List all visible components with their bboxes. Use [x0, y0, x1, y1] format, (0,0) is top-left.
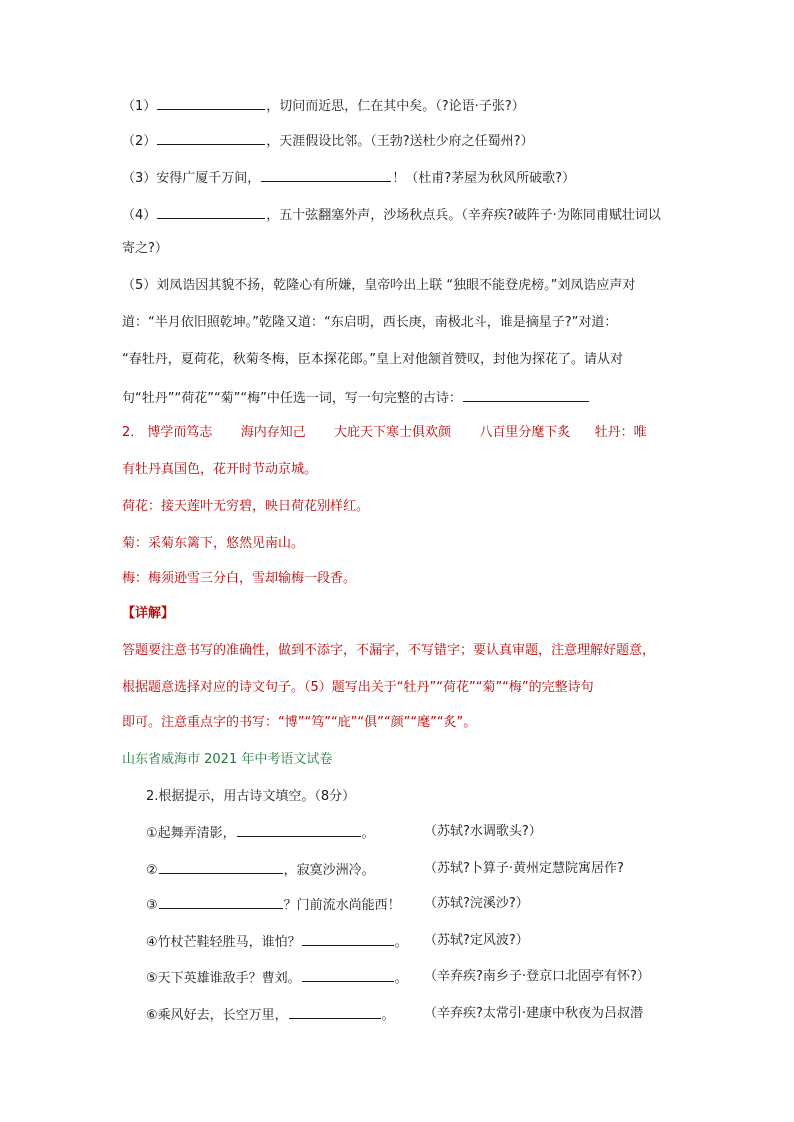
q1-item-3: [122, 168, 575, 188]
q2-item-4-source: （苏轼?定风波?）: [424, 933, 529, 948]
q2-item-3: [146, 895, 401, 915]
answer-text: 博学而笃志: [147, 425, 213, 440]
detail-line: 答题要注意书写的准确性，做到不添字，不漏字，不写错字；要认真审题，注意理解好题意，: [122, 643, 656, 658]
item-text: （3）安得广厦千万间，: [122, 171, 261, 186]
item-text: ，寂寞沙洲冷。: [283, 863, 375, 878]
q2-item-2-source: （苏轼?卜算子·黄州定慧院寓居作?: [424, 861, 624, 876]
answer-blank: [157, 205, 265, 219]
q1-item-2: [122, 131, 534, 151]
item-text: 。: [381, 1008, 395, 1023]
answer-blank: [157, 131, 265, 145]
item-number: （4）: [122, 208, 157, 223]
item-text: ②: [146, 863, 158, 878]
q1-item-4-cont: 寄之?）: [122, 241, 168, 256]
q2-item-3-source: （苏轼?浣溪沙?）: [424, 896, 529, 911]
q1-item-4: [122, 205, 661, 225]
q2-item-5: [146, 968, 408, 988]
detail-heading: 【详解】: [122, 606, 175, 621]
item-text: 。: [394, 935, 408, 950]
q1-item-5-line: “春牡丹，夏荷花，秋菊冬梅，臣本探花郎。”皇上对他颔首赞叹，封他为探花了。请从对: [122, 352, 623, 367]
answer-text: 海内存知己: [240, 425, 306, 440]
answer-blank: [237, 823, 361, 837]
source-title: 山东省威海市 2021 年中考语文试卷: [122, 752, 333, 767]
item-text: ！（杜甫?茅屋为秋风所破歌?）: [392, 171, 576, 186]
q2-title: 2.根据提示，用古诗文填空。（8分）: [146, 789, 356, 804]
item-number: （2）: [122, 134, 157, 149]
answer-line: 菊：采菊东篱下，悠然见南山。: [122, 536, 305, 551]
answer-text: 大庇天下寒士俱欢颜: [334, 425, 452, 440]
item-text: 句“牡丹”“荷花”“菊”“梅”中任选一词，写一句完整的古诗：: [122, 391, 462, 406]
q2-item-1: [146, 823, 375, 843]
answer-blank: [302, 932, 394, 946]
q2-item-4: [146, 932, 408, 952]
detail-line: 即可。注意重点字的书写：“博”“笃”“庇”“俱”“颜”“麾”“炙”。: [122, 715, 477, 730]
q1-item-5-line: （5）刘凤诰因其貌不扬，乾隆心有所嫌，皇帝吟出上联 “独眼不能登虎榜。”刘凤诰应声对: [122, 278, 636, 293]
q2-item-6-source: （辛弃疾?太常引·建康中秋夜为吕叔潜: [424, 1006, 644, 1021]
item-text: ，切问而近思，仁在其中矣。（?论语·子张?）: [266, 99, 525, 114]
q2-item-1-source: （苏轼?水调歌头?）: [424, 824, 542, 839]
item-text: ⑥乘风好去，长空万里，: [146, 1008, 288, 1023]
item-text: ④竹杖芒鞋轻胜马，谁怕？: [146, 935, 301, 950]
answer-number: 2．: [122, 425, 144, 440]
q1-item-1: [122, 96, 525, 116]
item-text: ，五十弦翻塞外声，沙场秋点兵。（辛弃疾?破阵子·为陈同甫赋壮词以: [266, 208, 661, 223]
q2-item-5-source: （辛弃疾?南乡子·登京口北固亭有怀?）: [424, 969, 650, 984]
answer-line: 有牡丹真国色，花开时节动京城。: [122, 462, 318, 477]
item-number: （1）: [122, 99, 157, 114]
item-text: 。: [394, 971, 408, 986]
q1-item-5-line: [122, 388, 590, 408]
answer-blank: [159, 860, 283, 874]
answer-blank: [302, 968, 394, 982]
answer-line: 荷花：接天莲叶无穷碧，映日荷花别样红。: [122, 499, 370, 514]
item-text: ①起舞弄清影，: [146, 826, 236, 841]
answer-text: 八百里分麾下炙: [479, 425, 571, 440]
detail-line: 根据题意选择对应的诗文句子。（5）题写出关于“牡丹”“荷花”“菊”“梅”的完整诗句: [122, 680, 594, 695]
item-text: ⑤天下英雄谁敌手？曹刘。: [146, 971, 301, 986]
q1-item-5-line: 道：“半月依旧照乾坤。”乾隆又道：“东启明，西长庚，南极北斗，谁是摘星子?”对道：: [122, 315, 618, 330]
q2-item-6: [146, 1005, 395, 1025]
item-text: ？门前流水尚能西！: [283, 898, 401, 913]
answer-blank: [289, 1005, 381, 1019]
answer-line: 梅：梅须逊雪三分白，雪却输梅一段香。: [122, 571, 357, 586]
answer-blank: [261, 168, 391, 182]
answer-blank: [463, 388, 589, 402]
answer-blank: [157, 96, 265, 110]
answer-line: [122, 424, 647, 442]
item-text: ③: [146, 898, 158, 913]
item-text: ，天涯假设比邻。（王勃?送杜少府之任蜀州?）: [266, 134, 534, 149]
answer-blank: [159, 895, 283, 909]
item-text: 。: [361, 826, 375, 841]
answer-text: 牡丹：唯: [594, 425, 647, 440]
q2-item-2: [146, 860, 375, 880]
